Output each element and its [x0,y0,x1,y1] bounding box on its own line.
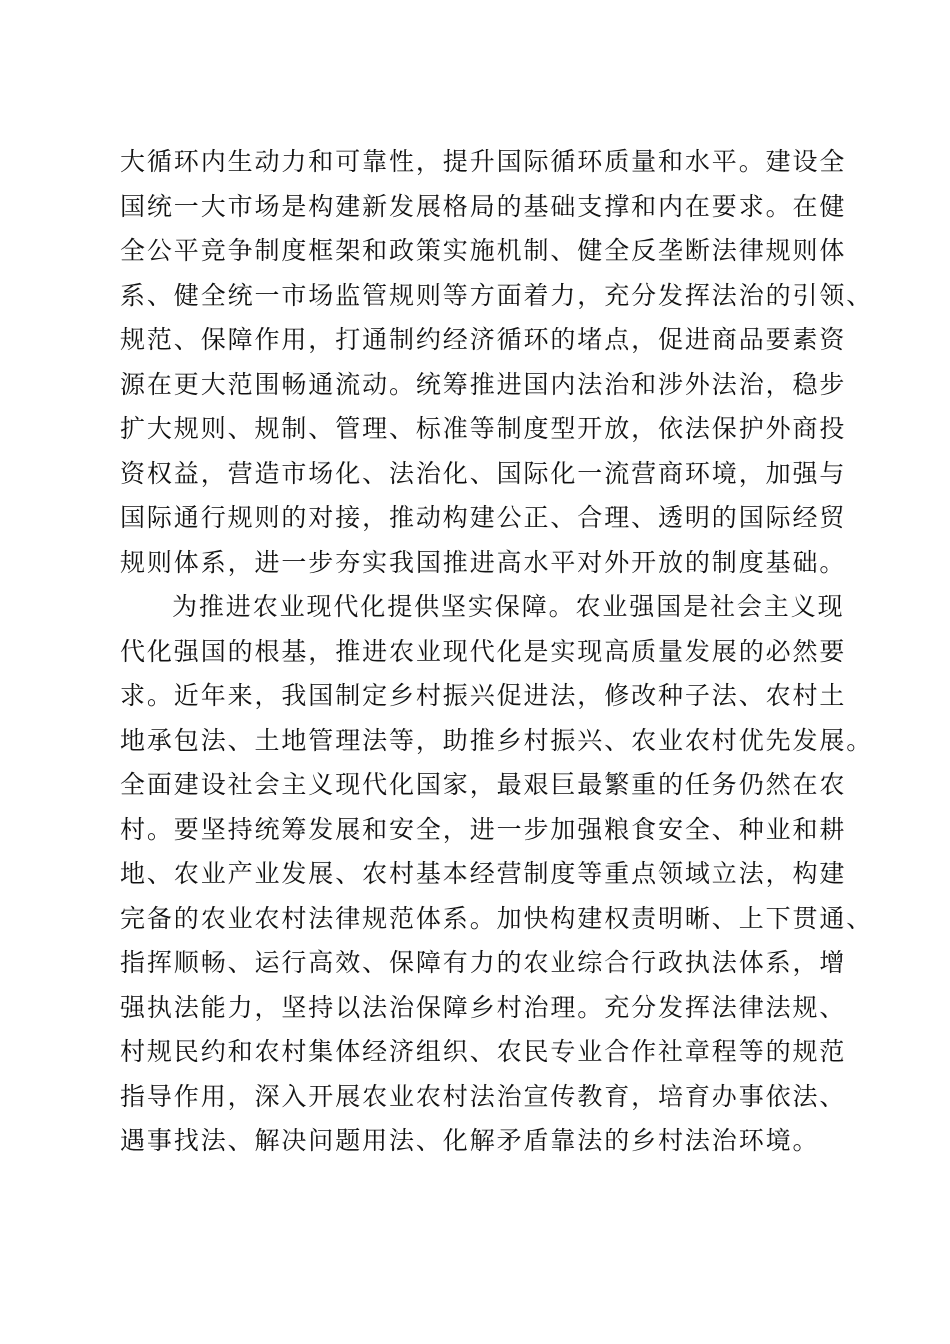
text-line: 规则体系，进一步夯实我国推进高水平对外开放的制度基础。 [120,547,847,577]
text-line: 村。要坚持统筹发展和安全，进一步加强粮食安全、种业和耕 [120,814,847,844]
text-line: 全公平竞争制度框架和政策实施机制、健全反垄断法律规则体 [120,236,847,265]
text-line: 代化强国的根基，推进农业现代化是实现高质量发展的必然要 [120,636,847,666]
text-line: 求。近年来，我国制定乡村振兴促进法，修改种子法、农村土 [120,681,847,710]
text-line: 遇事找法、解决问题用法、化解矛盾靠法的乡村法治环境。 [120,1126,820,1155]
text-line: 强执法能力，坚持以法治保障乡村治理。充分发挥法律法规、 [120,992,847,1022]
text-line: 村规民约和农村集体经济组织、农民专业合作社章程等的规范 [120,1037,847,1066]
text-line: 源在更大范围畅通流动。统筹推进国内法治和涉外法治，稳步 [120,369,847,399]
text-line: 系、健全统一市场监管规则等方面着力，充分发挥法治的引领、 [120,280,874,310]
text-line: 完备的农业农村法律规范体系。加快构建权责明晰、上下贯通、 [120,903,874,933]
text-line: 指导作用，深入开展农业农村法治宣传教育，培育办事依法、 [120,1081,847,1111]
text-line: 扩大规则、规制、管理、标准等制度型开放，依法保护外商投 [120,414,847,443]
text-line: 大循环内生动力和可靠性，提升国际循环质量和水平。建设全 [120,147,847,176]
text-line: 地承包法、土地管理法等，助推乡村振兴、农业农村优先发展。 [120,725,874,755]
text-line: 指挥顺畅、运行高效、保障有力的农业综合行政执法体系，增 [120,948,847,977]
paragraph [120,585,874,1164]
text-line: 国际通行规则的对接，推动构建公正、合理、透明的国际经贸 [120,503,847,532]
text-line: 全面建设社会主义现代化国家，最艰巨最繁重的任务仍然在农 [120,770,847,799]
paragraph [120,140,874,585]
document-body [120,140,874,1164]
text-line: 国统一大市场是构建新发展格局的基础支撑和内在要求。在健 [120,191,847,221]
text-line: 规范、保障作用，打通制约经济循环的堵点，促进商品要素资 [120,325,847,354]
text-line: 地、农业产业发展、农村基本经营制度等重点领域立法，构建 [120,859,847,888]
text-line: 资权益，营造市场化、法治化、国际化一流营商环境，加强与 [120,458,847,488]
text-line: 为推进农业现代化提供坚实保障。农业强国是社会主义现 [172,592,845,621]
